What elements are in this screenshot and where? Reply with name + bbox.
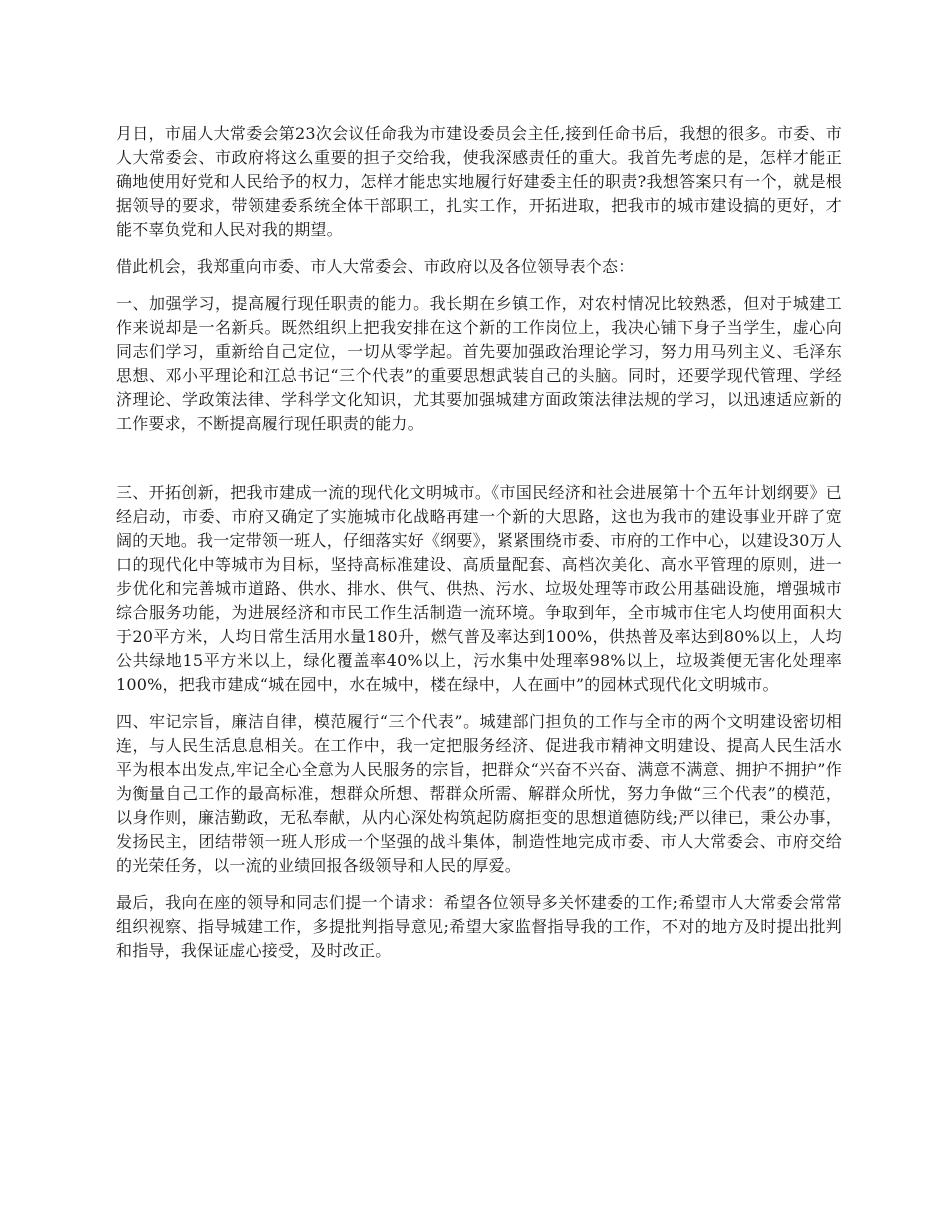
paragraph-point-one: 一、加强学习，提高履行现任职责的能力。我长期在乡镇工作，对农村情况比较熟悉，但对于城建工作来说却是一名新兵。既然组织上把我安排在这个新的工作岗位上，我决心铺下身子当学生，虚心向同志们学习，重新给自己定位，一切从零学起。首先要加强政治理论学习，努力用马列主义、毛泽东思想、邓小平理论和江总书记“三个代表”的重要思想武装自己的头脑。同时，还要学现代管理、学经济理论、学政策法律、学科学文化知识，尤其要加强城建方面政策法律法规的学习，以迅速适应新的工作要求，不断提高履行现任职责的能力。 — [116, 294, 842, 433]
paragraph-statement-intro: 借此机会，我郑重向市委、市人大常委会、市政府以及各位领导表个态： — [116, 257, 635, 276]
paragraph-appointment: 月日，市届人大常委会第23次会议任命我为市建设委员会主任,接到任命书后，我想的很多。市委、市人大常委会、市政府将这么重要的担子交给我，使我深感责任的重大。我首先考虑的是，怎样才能正确地使用好党和人民给予的权力，怎样才能忠实地履行好建委主任的职责?我想答案只有一个，就是根据领导的要求，带领建委系统全体干部职工，扎实工作，开拓进取，把我市的城市建设搞的更好，才能不辜负党和人民对我的期望。 — [116, 124, 842, 239]
document-body — [116, 122, 842, 976]
paragraph-point-three: 三、开拓创新，把我市建成一流的现代化文明城市。《市国民经济和社会进展第十个五年计划纲要》已经启动，市委、市府又确定了实施城市化战略再建一个新的大思路，这也为我市的建设事业开辟了宽阔的天地。我一定带领一班人，仔细落实好《纲要》，紧紧围绕市委、市府的工作中心，以建设30万人口的现代化中等城市为目标，坚持高标准建设、高质量配套、高档次美化、高水平管理的原则，进一步优化和完善城市道路、供水、排水、供气、供热、污水、垃圾处理等市政公用基础设施，增强城市综合服务功能，为进展经济和市民工作生活制造一流环境。争取到年，全市城市住宅人均使用面积大于20平方米，人均日常生活用水量180升，燃气普及率达到100%，供热普及率达到80%以上，人均公共绿地15平方米以上，绿化覆盖率40%以上，污水集中处理率98%以上，垃圾粪便无害化处理率100%，把我市建成“城在园中，水在城中，楼在绿中，人在画中”的园林式现代化文明城市。 — [116, 483, 842, 694]
paragraph-point-four: 四、牢记宗旨，廉洁自律，模范履行“三个代表”。城建部门担负的工作与全市的两个文明建设密切相连，与人民生活息息相关。在工作中，我一定把服务经济、促进我市精神文明建设、提高人民生活水平为根本出发点,牢记全心全意为人民服务的宗旨，把群众“兴奋不兴奋、满意不满意、拥护不拥护”作为衡量自己工作的最高标准，想群众所想、帮群众所需、解群众所忧，努力争做“三个代表”的模范，以身作则，廉洁勤政，无私奉献，从内心深处构筑起防腐拒变的思想道德防线;严以律已，秉公办事，发扬民主，团结带领一班人形成一个坚强的战斗集体，制造性地完成市委、市人大常委会、市府交给的光荣任务，以一流的业绩回报各级领导和人民的厚爱。 — [116, 712, 842, 875]
section-gap — [116, 449, 842, 481]
paragraph-closing-request: 最后，我向在座的领导和同志们提一个请求：希望各位领导多关怀建委的工作;希望市人大常委会常常组织视察、指导城建工作，多提批判指导意见;希望大家监督指导我的工作，不对的地方及时提出批判和指导，我保证虚心接受，及时改正。 — [116, 893, 842, 960]
